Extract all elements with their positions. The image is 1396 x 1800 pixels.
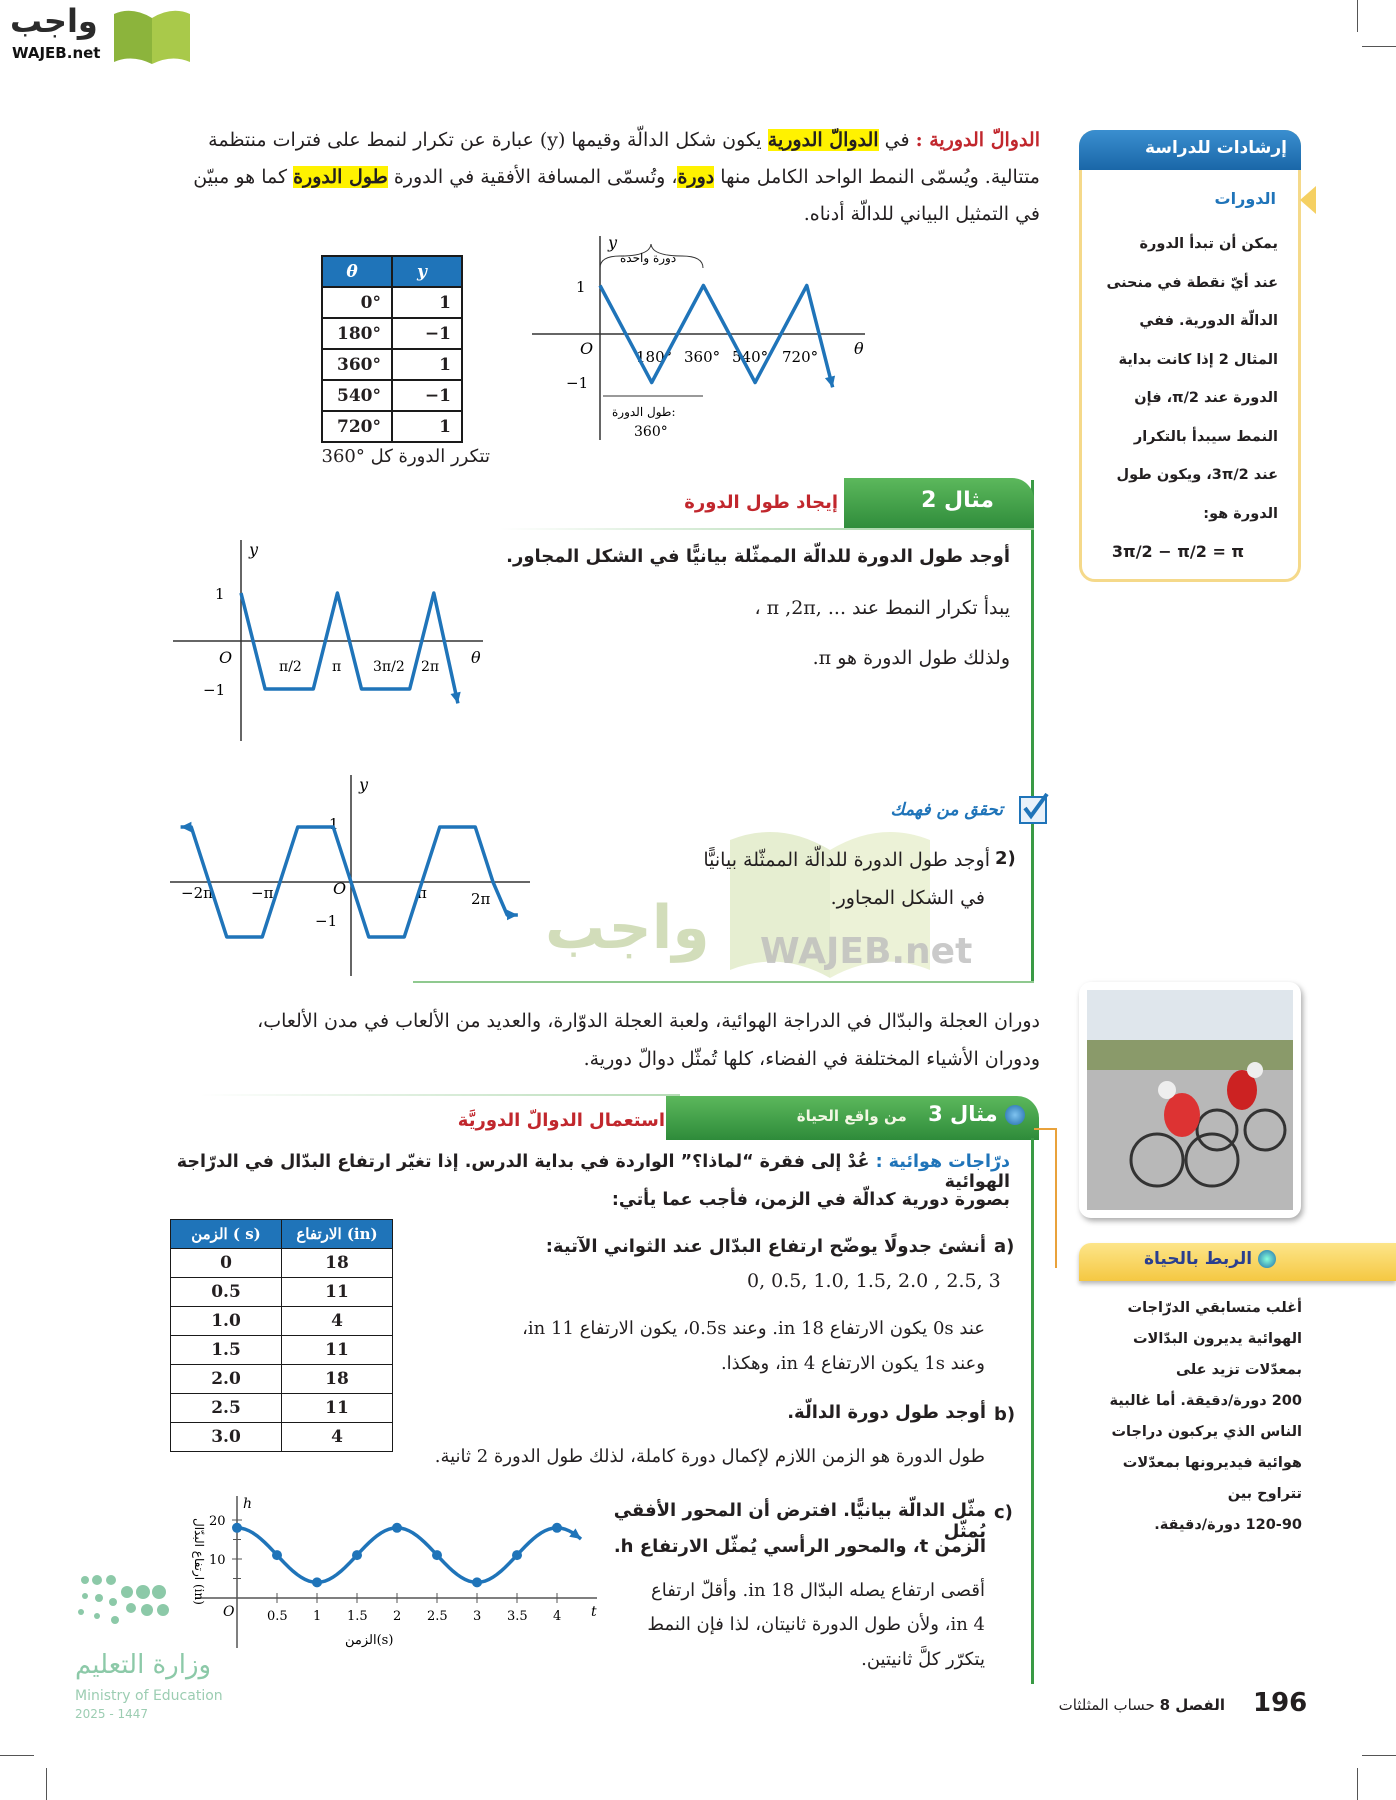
check-title: تحقق من فهمك	[890, 800, 1003, 820]
table-row	[171, 1423, 393, 1452]
text: في	[884, 129, 910, 151]
table-row	[322, 349, 462, 380]
data-point	[352, 1550, 362, 1560]
x-tick: 3π/2	[373, 659, 405, 675]
line: عند 3π/2، ويكون طول	[1116, 467, 1278, 483]
logo-latin: WAJEB.net	[12, 44, 101, 62]
table-row	[171, 1249, 393, 1278]
part-a-answer: عند 0s يكون الارتفاع 18 in. وعند 0.5s، يكون الارتفاع 11 in،	[522, 1318, 985, 1339]
part-a-label: a)	[994, 1236, 1015, 1257]
life-text	[1060, 1293, 1302, 1541]
cell: 11	[282, 1336, 393, 1365]
check-text: في الشكل المجاور.	[830, 887, 985, 909]
check-number: 2)	[995, 848, 1016, 869]
y-axis-label: y	[249, 540, 259, 559]
cell: 360°	[322, 349, 392, 380]
table-row	[322, 411, 462, 442]
cell: 18	[282, 1365, 393, 1394]
data-point	[232, 1523, 242, 1533]
header-time: الزمن ( s)	[171, 1220, 282, 1249]
x-tick: 180°	[636, 348, 673, 366]
chapter-number: الفصل 8	[1159, 1696, 1225, 1714]
period-value: 360°	[634, 424, 668, 440]
part-a-question: أنشئ جدولًا يوضّح ارتفاع البدّال عند الثواني الآتية:	[545, 1236, 986, 1257]
example2-bottom-border	[413, 981, 1034, 983]
cell: 0.5	[171, 1278, 282, 1307]
x-tick: π/2	[279, 659, 302, 675]
paragraph-line: دوران العجلة والبدّال في الدراجة الهوائية، ولعبة العجلة الدوّارة، والعديد من الألعاب في مدن الألعاب،	[257, 1010, 1040, 1032]
x-tick: π	[417, 884, 427, 902]
x-axis-title: الزمن(s)	[345, 1633, 394, 1648]
table-row	[171, 1394, 393, 1423]
table-caption: تتكرر الدورة كل °360	[321, 446, 490, 467]
x-axis-letter: t	[591, 1604, 597, 1620]
data-point	[552, 1523, 562, 1533]
x-tick-label: 1	[313, 1609, 322, 1624]
y-tick: −1	[315, 912, 338, 930]
example3-tag: من واقع الحياة	[796, 1107, 907, 1125]
cell: 1	[392, 287, 462, 318]
pointer-icon	[1300, 186, 1316, 214]
y-tick: 1	[576, 278, 586, 296]
x-tick-label: 1.5	[347, 1609, 368, 1624]
part-a-values: 0, 0.5, 1.0, 1.5, 2.0 , 2.5, 3	[747, 1270, 1001, 1292]
time-height-table	[170, 1219, 393, 1452]
cell: 1.5	[171, 1336, 282, 1365]
cell: 11	[282, 1278, 393, 1307]
header-theta: θ	[322, 256, 392, 287]
x-tick: π	[332, 659, 342, 675]
ministry-arabic: وزارة التعليم	[75, 1650, 212, 1680]
origin-label: O	[223, 1604, 235, 1620]
cell: 1	[392, 411, 462, 442]
life-title: الربط بالحياة	[1144, 1249, 1253, 1269]
y-tick: −1	[203, 681, 226, 699]
logo-arabic: واجب	[10, 2, 98, 40]
example2-title: إيجاد طول الدورة	[684, 492, 838, 513]
part-c-answer: يتكرّر كلَّ ثانيتين.	[861, 1649, 985, 1670]
example2-graph	[165, 535, 495, 745]
data-point	[312, 1577, 322, 1587]
crop-mark	[0, 1755, 34, 1756]
header-y: y	[392, 256, 462, 287]
cell: 1	[392, 349, 462, 380]
book-icon	[112, 6, 192, 66]
study-guide-subtitle: الدورات	[1214, 189, 1276, 208]
table-row	[171, 1336, 393, 1365]
highlight: الدوالّ الدورية	[767, 129, 879, 151]
page-number: 196	[1253, 1688, 1308, 1718]
example3-title: استعمال الدوالّ الدوريَّة	[457, 1110, 665, 1131]
line: 120-90 دورة/دقيقة.	[1154, 1517, 1302, 1533]
cell: 0°	[322, 287, 392, 318]
part-b-answer: طول الدورة هو الزمن اللازم لإكمال دورة كاملة، لذلك طول الدورة 2 ثانية.	[434, 1446, 985, 1467]
text: كما هو مبيّن في التمثيل البياني للدالّة أدناه.	[193, 166, 1040, 225]
example3-border	[1031, 1138, 1034, 1684]
line: النمط سيبدأ بالتكرار	[1133, 428, 1278, 445]
y-axis-label: y	[608, 233, 618, 252]
x-tick: −π	[251, 884, 274, 902]
y-tick-label: 20	[209, 1514, 226, 1529]
check-graph	[165, 770, 535, 980]
table-row	[322, 287, 462, 318]
x-tick-label: 3.5	[507, 1609, 528, 1624]
cell: 18	[282, 1249, 393, 1278]
line: تتراوح بين	[1227, 1486, 1302, 1502]
cell: 3.0	[171, 1423, 282, 1452]
part-a-answer: وعند 1s يكون الارتفاع 4 in، وهكذا.	[720, 1353, 985, 1374]
part-b-label: b)	[994, 1404, 1016, 1425]
x-axis-label: θ	[471, 648, 481, 667]
line: عند أيّ نقطة في منحنى	[1106, 274, 1278, 291]
x-tick-label: 3	[473, 1609, 482, 1624]
check-text: أوجد طول الدورة للدالّة الممثّلة بيانيًّا	[703, 849, 990, 871]
line: المثال 2 إذا كانت بداية	[1118, 351, 1278, 368]
formula: 3π/2 − π/2 = π	[1111, 542, 1245, 561]
wajeb-logo[interactable]	[8, 4, 188, 66]
y-tick: −1	[566, 374, 589, 392]
chapter-title: حساب المثلثات	[1058, 1696, 1155, 1714]
part-c-question: الزمن t، والمحور الرأسي يُمثّل الارتفاع h.	[613, 1536, 986, 1557]
example3-lead: درّاجات هوائية :	[875, 1152, 1010, 1172]
text: عُدْ إلى فقرة “لماذا؟” الواردة في بداية الدرس. إذا تغيّر ارتفاع البدّال في الدرّاجة الهوائية	[176, 1152, 1010, 1192]
line: الدالّة الدورية. ففي	[1139, 313, 1278, 329]
data-point	[392, 1523, 402, 1533]
cell: 180°	[322, 318, 392, 349]
example2-step2: ولذلك طول الدورة هو π.	[812, 647, 1010, 669]
cell: 11	[282, 1394, 393, 1423]
part-c-answer: 4 in، ولأن طول الدورة ثانيتان، لذا فإن النمط	[647, 1614, 985, 1635]
paragraph-line: ودوران الأشياء المختلفة في الفضاء، كلها تُمثّل دوالّ دورية.	[583, 1048, 1040, 1070]
table-row	[322, 318, 462, 349]
arrow-head-icon	[507, 910, 518, 920]
table-row	[171, 1278, 393, 1307]
y-axis-label: y	[359, 775, 369, 794]
cell: −1	[392, 318, 462, 349]
header-height: الارتفاع (in)	[282, 1220, 393, 1249]
x-tick: 540°	[732, 348, 769, 366]
table-row	[171, 1307, 393, 1336]
data-point	[432, 1550, 442, 1560]
x-tick: 360°	[684, 348, 721, 366]
period-label: طول الدورة:	[612, 405, 676, 419]
line: الناس الذي يركبون دراجات	[1111, 1424, 1302, 1440]
x-tick-label: 0.5	[267, 1609, 288, 1624]
chapter-footer	[1000, 1696, 1225, 1714]
x-tick: −2π	[181, 884, 213, 902]
y-axis-letter: h	[243, 1496, 253, 1512]
line: هوائية فيديرونها بمعدّلات	[1122, 1455, 1302, 1471]
example3-text1	[160, 1152, 1010, 1192]
globe-icon	[1005, 1105, 1025, 1125]
x-axis-label: θ	[854, 339, 864, 358]
cell: 2.5	[171, 1394, 282, 1423]
study-guide-text	[1078, 225, 1278, 572]
text: يكون شكل الدالّة وقيمها (y) عبارة عن تكرار لنمط على فترات منتظمة متتالية. ويُسمّى النمط الواحد الكامل منها	[208, 129, 1040, 188]
line: 200 دورة/دقيقة. أما غالبية	[1109, 1393, 1302, 1409]
connector-line	[1034, 1128, 1056, 1130]
study-guide-box	[1079, 130, 1301, 582]
cell: 0	[171, 1249, 282, 1278]
highlight: طول الدورة	[293, 166, 388, 188]
line: الدورة هو:	[1203, 505, 1278, 522]
ministry-year: 2025 - 1447	[75, 1707, 149, 1721]
crop-mark	[1362, 46, 1396, 47]
cell: 720°	[322, 411, 392, 442]
example2-step1: يبدأ تكرار النمط عند ... ,π ,2π ،	[754, 597, 1010, 619]
example3-number: مثال 3	[928, 1102, 998, 1126]
series-line	[237, 1528, 581, 1583]
line: أغلب متسابقي الدرّاجات	[1127, 1300, 1302, 1316]
y-axis-title: ارتفاع البدّال (in)	[192, 1518, 206, 1605]
x-tick-label: 4	[553, 1609, 562, 1624]
globe-icon	[1258, 1250, 1276, 1268]
brace-label: دورة واحدة	[620, 251, 677, 265]
line: الهوائية يديرون البدّالات	[1132, 1331, 1302, 1347]
line: بمعدّلات تزيد على	[1176, 1362, 1302, 1378]
cyclists-photo	[1079, 982, 1301, 1218]
cell: −1	[392, 380, 462, 411]
part-b-question: أوجد طول دورة الدالّة.	[787, 1402, 986, 1423]
watermark-latin: WAJEB.net	[760, 931, 973, 972]
cell: 2.0	[171, 1365, 282, 1394]
divider	[200, 1094, 680, 1096]
part-c-answer: أقصى ارتفاع يصله البدّال 18 in. وأقلّ ارتفاع	[651, 1580, 985, 1601]
origin-label: O	[580, 339, 594, 358]
pedal-height-chart	[165, 1488, 605, 1658]
triangle-wave-graph	[520, 230, 880, 450]
data-point	[272, 1550, 282, 1560]
crop-mark	[1362, 1755, 1396, 1756]
highlight: دورة	[677, 166, 715, 188]
ministry-english: Ministry of Education	[75, 1688, 223, 1704]
function-curve	[600, 286, 833, 388]
line: يمكن أن تبدأ الدورة	[1139, 236, 1278, 252]
data-point	[472, 1577, 482, 1587]
example2-question: أوجد طول الدورة للدالّة الممثّلة بيانيًّا في الشكل المجاور.	[506, 546, 1010, 567]
cell: 4	[282, 1423, 393, 1452]
function-curve	[241, 593, 458, 703]
text: ، وتُسمّى المسافة الأفقية في الدورة	[393, 166, 678, 188]
table-row	[171, 1365, 393, 1394]
intro-paragraph	[176, 122, 1040, 233]
x-tick: 2π	[421, 659, 440, 675]
watermark-arabic: واجب	[545, 893, 710, 963]
life-header	[1079, 1243, 1396, 1281]
origin-label: O	[219, 648, 233, 667]
divider	[500, 528, 1034, 530]
x-tick: 720°	[782, 348, 819, 366]
x-tick-label: 2	[393, 1609, 402, 1624]
table-row	[322, 380, 462, 411]
cell: 1.0	[171, 1307, 282, 1336]
part-c-question: مثّل الدالّة بيانيًّا. افترض أن المحور الأفقي يُمثّل	[613, 1500, 986, 1542]
theta-y-table	[321, 255, 463, 443]
y-tick-label: 10	[209, 1553, 226, 1568]
crop-mark	[1357, 0, 1358, 32]
crop-mark	[1357, 1768, 1358, 1800]
example3-header	[666, 1096, 1039, 1140]
cell: 540°	[322, 380, 392, 411]
checkmark-icon	[1019, 796, 1047, 824]
y-tick: 1	[215, 585, 225, 603]
connector-line	[1055, 1128, 1057, 1268]
crop-mark	[46, 1768, 47, 1800]
origin-label: O	[333, 879, 347, 898]
cyclists-image	[1087, 990, 1293, 1210]
data-point	[512, 1550, 522, 1560]
y-tick: 1	[329, 815, 339, 833]
study-guide-title: إرشادات للدراسة	[1079, 130, 1301, 170]
part-c-label: c)	[994, 1502, 1013, 1523]
example3-text2: بصورة دورية كدالّة في الزمن، فأجب عما يأتي:	[611, 1190, 1010, 1210]
example2-border	[1031, 480, 1034, 983]
arrow-head-icon	[181, 822, 192, 832]
cell: 4	[282, 1307, 393, 1336]
x-tick-label: 2.5	[427, 1609, 448, 1624]
x-tick: 2π	[471, 890, 491, 908]
term-periodic-functions: الدوالّ الدورية :	[915, 129, 1040, 151]
line: الدورة عند π/2، فإن	[1134, 390, 1278, 406]
example2-header: مثال 2	[844, 478, 1034, 530]
